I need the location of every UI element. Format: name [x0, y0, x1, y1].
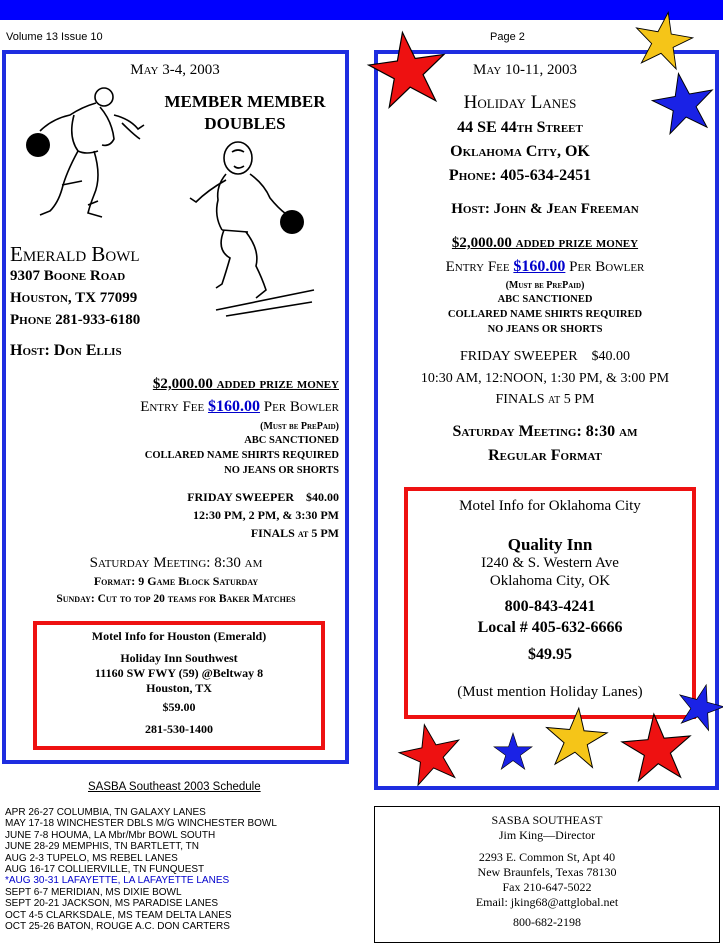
schedule-item: AUG 2-3 TUPELO, MS REBEL LANES [5, 852, 178, 864]
left-no-jeans: NO JEANS OR SHORTS [224, 465, 339, 476]
right-phone: Phone: 405-634-2451 [448, 167, 592, 184]
right-no-jeans: NO JEANS OR SHORTS [487, 324, 603, 335]
right-motel-heading: Motel Info for Oklahoma City [459, 498, 641, 514]
left-motel-address1: 11160 SW FWY (59) @Beltway 8 [94, 666, 264, 680]
event-title-line2: DOUBLES [204, 114, 286, 133]
left-date: May 3-4, 2003 [130, 62, 220, 78]
left-entry-prefix: Entry Fee [140, 399, 208, 415]
right-saturday-meeting: Saturday Meeting: 8:30 am [452, 423, 638, 440]
left-motel-price: $59.00 [162, 700, 196, 714]
schedule-item: OCT 25-26 BATON, ROUGE A.C. DON CARTERS [5, 921, 230, 933]
schedule-list [5, 807, 360, 932]
right-motel-address1: I240 & S. Western Ave [481, 555, 619, 571]
red-star-icon [365, 27, 450, 109]
right-host: Host: John & Jean Freeman [451, 201, 639, 217]
right-date: May 10-11, 2003 [473, 62, 577, 78]
right-motel-phone2: Local # 405-632-6666 [477, 619, 623, 636]
left-phone: Phone 281-933-6180 [10, 312, 141, 328]
left-address-line2: Houston, TX 77099 [10, 290, 138, 306]
left-prepaid-note: (Must be PrePaid) [260, 421, 339, 432]
right-abc-sanctioned: ABC SANCTIONED [497, 294, 593, 305]
contact-director: Jim King—Director [498, 828, 596, 842]
schedule-item: SEPT 6-7 MERIDIAN, MS DIXIE BOWL [5, 886, 182, 898]
right-address-line1: 44 SE 44th Street [457, 119, 583, 136]
left-entry-amount: $160.00 [207, 398, 260, 415]
right-motel-note: (Must mention Holiday Lanes) [457, 684, 643, 700]
left-motel-phone: 281-530-1400 [145, 722, 213, 736]
contact-address2: New Braunfels, Texas 78130 [477, 865, 617, 879]
left-sunday: Sunday: Cut to top 20 teams for Baker Matches [56, 593, 296, 605]
left-saturday-meeting: Saturday Meeting: 8:30 am [89, 555, 263, 571]
left-prize-suffix: added prize money [212, 376, 339, 392]
left-finals: FINALS at 5 PM [250, 526, 339, 540]
left-address-line1: 9307 Boone Road [10, 268, 126, 284]
right-motel-phone1: 800-843-4241 [504, 598, 596, 615]
left-prize-amount: $2,000.00 [152, 376, 213, 392]
right-collared-shirts: COLLARED NAME SHIRTS REQUIRED [447, 309, 643, 320]
right-venue-name: Holiday Lanes [463, 92, 577, 113]
blue-star-icon [673, 679, 723, 733]
right-entry-amount: $160.00 [513, 258, 566, 275]
left-sweeper-times: 12:30 PM, 2 PM, & 3:30 PM [193, 508, 339, 522]
volume-label: Volume 13 Issue 10 [6, 31, 103, 43]
left-host: Host: Don Ellis [10, 342, 122, 359]
yellow-star-icon [543, 705, 609, 768]
schedule-item: MAY 17-18 WINCHESTER DBLS M/G WINCHESTER BOWL [5, 818, 277, 830]
schedule-item: OCT 4-5 CLARKSDALE, MS TEAM DELTA LANES [5, 909, 232, 921]
right-friday-sweeper: FRIDAY SWEEPER $40.00 [459, 349, 631, 364]
contact-email[interactable]: Email: jking68@attglobal.net [475, 895, 619, 909]
schedule-item-highlighted: *AUG 30-31 LAFAYETTE, LA LAFAYETTE LANES [5, 875, 230, 887]
right-motel-price: $49.95 [528, 646, 572, 663]
schedule-title: SASBA Southeast 2003 Schedule [88, 781, 261, 793]
right-motel-name: Quality Inn [507, 535, 593, 554]
right-motel-address2: Oklahoma City, OK [489, 573, 611, 589]
left-collared-shirts: COLLARED NAME SHIRTS REQUIRED [144, 450, 339, 461]
contact-phone: 800-682-2198 [513, 915, 581, 929]
left-motel-heading: Motel Info for Houston (Emerald) [91, 629, 267, 643]
right-prize-suffix: added prize money [511, 235, 639, 251]
contact-fax: Fax 210-647-5022 [502, 880, 592, 894]
right-format: Regular Format [488, 447, 602, 464]
event-title-line1: MEMBER MEMBER [164, 92, 326, 111]
right-finals: FINALS at 5 PM [495, 392, 595, 407]
page-number: Page 2 [490, 31, 525, 43]
right-address-line2: Oklahoma City, OK [450, 143, 590, 160]
left-venue-name: Emerald Bowl [10, 242, 140, 266]
schedule-item: AUG 16-17 COLLIERVILLE, TN FUNQUEST [5, 864, 205, 876]
contact-org: SASBA SOUTHEAST [491, 813, 603, 827]
red-star-icon [395, 718, 467, 787]
blue-star-icon [494, 733, 532, 769]
left-entry-suffix: Per Bowler [259, 399, 339, 415]
right-prize-amount: $2,000.00 [451, 235, 512, 251]
schedule-item: JUNE 28-29 MEMPHIS, TN BARTLETT, TN [5, 841, 199, 853]
left-abc-sanctioned: ABC SANCTIONED [244, 435, 339, 446]
right-entry-suffix: Per Bowler [565, 259, 645, 275]
yellow-star-icon [631, 8, 697, 71]
schedule-item: APR 26-27 COLUMBIA, TN GALAXY LANES [5, 807, 206, 818]
right-prepaid-note: (Must be PrePaid) [505, 280, 585, 291]
right-sweeper-times: 10:30 AM, 12:NOON, 1:30 PM, & 3:00 PM [420, 371, 670, 386]
contact-address1: 2293 E. Common St, Apt 40 [478, 850, 616, 864]
left-format: Format: 9 Game Block Saturday [93, 574, 259, 588]
left-friday-sweeper: FRIDAY SWEEPER $40.00 [187, 490, 339, 504]
schedule-item: JUNE 7-8 HOUMA, LA Mbr/Mbr BOWL SOUTH [5, 829, 216, 841]
schedule-item: SEPT 20-21 JACKSON, MS PARADISE LANES [5, 898, 219, 910]
left-motel-address2: Houston, TX [146, 681, 212, 695]
right-entry-prefix: Entry Fee [445, 259, 514, 275]
blue-star-icon [648, 68, 718, 136]
left-motel-name: Holiday Inn Southwest [120, 651, 238, 665]
